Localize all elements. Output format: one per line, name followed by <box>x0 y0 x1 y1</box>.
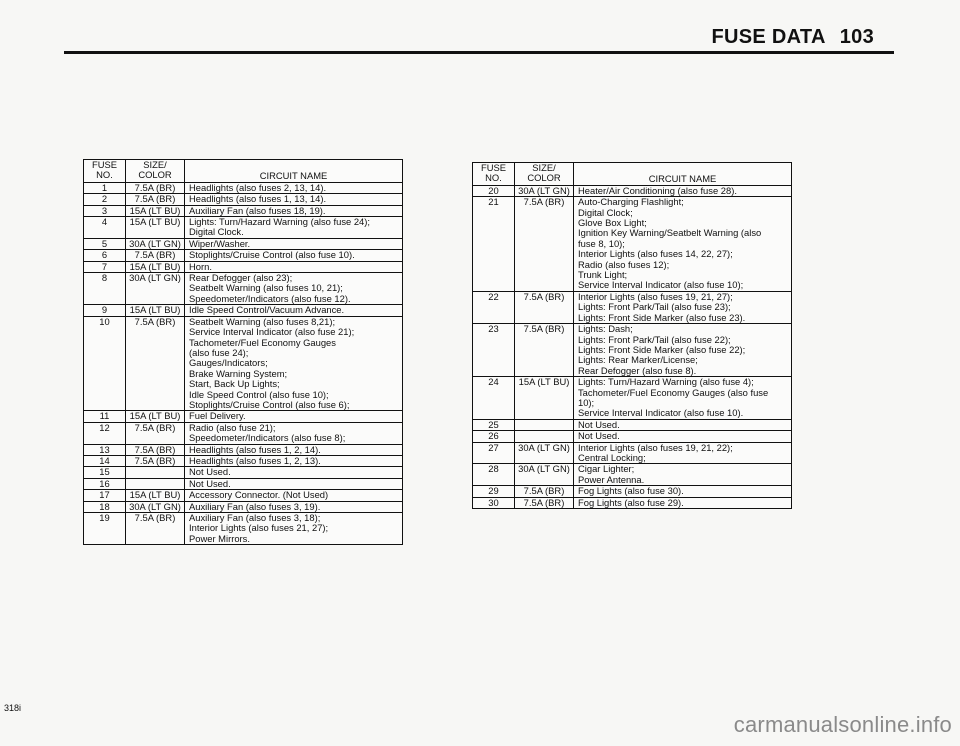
circuit-name: Not Used. <box>574 431 792 442</box>
fuse-row <box>473 419 792 430</box>
circuit-name: Auxiliary Fan (also fuses 3, 18); Interior Lights (also fuses 21, 27); Power Mirrors. <box>185 513 403 545</box>
fuse-row <box>84 478 403 489</box>
fuse-size-color: 30A (LT GN) <box>515 185 574 196</box>
col-header-fuse-no: FUSE NO. <box>84 160 126 183</box>
fuse-size-color: 15A (LT BU) <box>126 205 185 216</box>
col-header-size-color: SIZE/ COLOR <box>126 160 185 183</box>
fuse-row <box>473 185 792 196</box>
fuse-table-left-body <box>84 182 403 544</box>
fuse-size-color: 7.5A (BR) <box>126 316 185 411</box>
fuse-row <box>84 182 403 193</box>
fuse-row <box>473 291 792 323</box>
fuse-size-color: 7.5A (BR) <box>126 194 185 205</box>
fuse-number: 30 <box>473 497 515 508</box>
circuit-name: Seatbelt Warning (also fuses 8,21); Service Interval Indicator (also fuse 21); Tachometer/Fuel Economy Gauges (also fuse 24); Gauges/Indicators; Brake Warning System; Start, Back Up Lights; Idle Speed Control (also fuse 10); Stoplights/Cruise Control (also fuse 6); <box>185 316 403 411</box>
fuse-row <box>84 305 403 316</box>
fuse-row <box>84 411 403 422</box>
circuit-name: Heater/Air Conditioning (also fuse 28). <box>574 185 792 196</box>
fuse-number: 19 <box>84 513 126 545</box>
fuse-row <box>473 197 792 292</box>
fuse-number: 21 <box>473 197 515 292</box>
fuse-row <box>473 431 792 442</box>
fuse-row <box>473 464 792 486</box>
fuse-number: 20 <box>473 185 515 196</box>
table-header-row <box>473 163 792 186</box>
fuse-size-color: 30A (LT GN) <box>126 501 185 512</box>
circuit-name: Auxiliary Fan (also fuses 18, 19). <box>185 205 403 216</box>
circuit-name: Rear Defogger (also 23); Seatbelt Warning (also fuses 10, 21); Speedometer/Indicators (also fuse 12). <box>185 273 403 305</box>
header-rule <box>64 51 894 54</box>
fuse-row <box>84 250 403 261</box>
fuse-row <box>84 261 403 272</box>
circuit-name: Auto-Charging Flashlight; Digital Clock; Glove Box Light; Ignition Key Warning/Seatbelt Warning (also fuse 8, 10); Interior Lights (also fuses 14, 22, 27); Radio (also fuses 12); Trunk Light; Service Interval Indicator (also fuse 10); <box>574 197 792 292</box>
fuse-size-color: 30A (LT GN) <box>126 273 185 305</box>
fuse-number: 4 <box>84 217 126 239</box>
fuse-table-left <box>83 159 403 545</box>
circuit-name: Lights: Dash; Lights: Front Park/Tail (also fuse 22); Lights: Front Side Marker (also fuse 22); Lights: Rear Marker/License; Rear Defogger (also fuse 8). <box>574 324 792 377</box>
fuse-size-color: 7.5A (BR) <box>515 324 574 377</box>
fuse-row <box>84 238 403 249</box>
circuit-name: Horn. <box>185 261 403 272</box>
fuse-number: 8 <box>84 273 126 305</box>
fuse-size-color: 7.5A (BR) <box>126 182 185 193</box>
fuse-size-color: 7.5A (BR) <box>126 455 185 466</box>
circuit-name: Headlights (also fuses 1, 13, 14). <box>185 194 403 205</box>
fuse-size-color: 7.5A (BR) <box>126 422 185 444</box>
fuse-row <box>84 316 403 411</box>
fuse-number: 13 <box>84 444 126 455</box>
page-header <box>712 26 874 49</box>
fuse-row <box>84 444 403 455</box>
fuse-number: 26 <box>473 431 515 442</box>
fuse-size-color <box>515 419 574 430</box>
fuse-size-color: 15A (LT BU) <box>126 217 185 239</box>
circuit-name: Lights: Turn/Hazard Warning (also fuse 24); Digital Clock. <box>185 217 403 239</box>
circuit-name: Headlights (also fuses 1, 2, 13). <box>185 455 403 466</box>
fuse-row <box>84 422 403 444</box>
circuit-name: Fog Lights (also fuse 29). <box>574 497 792 508</box>
circuit-name: Fuel Delivery. <box>185 411 403 422</box>
page-number: 103 <box>839 26 874 48</box>
fuse-number: 17 <box>84 490 126 501</box>
circuit-name: Auxiliary Fan (also fuses 3, 19). <box>185 501 403 512</box>
fuse-size-color: 7.5A (BR) <box>126 250 185 261</box>
circuit-name: Stoplights/Cruise Control (also fuse 10). <box>185 250 403 261</box>
fuse-number: 29 <box>473 486 515 497</box>
fuse-size-color: 15A (LT BU) <box>126 305 185 316</box>
fuse-number: 5 <box>84 238 126 249</box>
fuse-number: 2 <box>84 194 126 205</box>
page-title: FUSE DATA <box>711 26 826 48</box>
circuit-name: Interior Lights (also fuses 19, 21, 22); Central Locking; <box>574 442 792 464</box>
fuse-number: 15 <box>84 467 126 478</box>
fuse-number: 10 <box>84 316 126 411</box>
fuse-size-color: 15A (LT BU) <box>126 411 185 422</box>
fuse-row <box>84 273 403 305</box>
watermark-text: carmanualsonline.info <box>733 712 952 737</box>
circuit-name: Lights: Turn/Hazard Warning (also fuse 4); Tachometer/Fuel Economy Gauges (also fuse 10); Service Interval Indicator (also fuse 10). <box>574 377 792 420</box>
fuse-number: 18 <box>84 501 126 512</box>
fuse-table-right-body <box>473 185 792 508</box>
fuse-size-color <box>515 431 574 442</box>
fuse-size-color: 15A (LT BU) <box>126 261 185 272</box>
fuse-size-color: 15A (LT BU) <box>126 490 185 501</box>
fuse-size-color: 7.5A (BR) <box>515 197 574 292</box>
fuse-row <box>84 501 403 512</box>
fuse-row <box>84 455 403 466</box>
col-header-size-color: SIZE/ COLOR <box>515 163 574 186</box>
fuse-size-color <box>126 478 185 489</box>
fuse-number: 14 <box>84 455 126 466</box>
fuse-row <box>473 324 792 377</box>
fuse-number: 24 <box>473 377 515 420</box>
fuse-number: 11 <box>84 411 126 422</box>
circuit-name: Idle Speed Control/Vacuum Advance. <box>185 305 403 316</box>
table-header-row <box>84 160 403 183</box>
fuse-size-color: 15A (LT BU) <box>515 377 574 420</box>
fuse-row <box>473 497 792 508</box>
fuse-number: 16 <box>84 478 126 489</box>
col-header-circuit-name: CIRCUIT NAME <box>185 160 403 183</box>
fuse-row <box>84 217 403 239</box>
fuse-number: 3 <box>84 205 126 216</box>
fuse-size-color: 7.5A (BR) <box>515 486 574 497</box>
fuse-number: 12 <box>84 422 126 444</box>
circuit-name: Cigar Lighter; Power Antenna. <box>574 464 792 486</box>
fuse-size-color: 7.5A (BR) <box>515 291 574 323</box>
circuit-name: Not Used. <box>574 419 792 430</box>
fuse-size-color: 30A (LT GN) <box>126 238 185 249</box>
fuse-row <box>473 377 792 420</box>
model-code: 318i <box>4 703 22 713</box>
col-header-fuse-no: FUSE NO. <box>473 163 515 186</box>
fuse-number: 27 <box>473 442 515 464</box>
fuse-number: 7 <box>84 261 126 272</box>
fuse-number: 6 <box>84 250 126 261</box>
fuse-size-color <box>126 467 185 478</box>
fuse-row <box>84 205 403 216</box>
circuit-name: Not Used. <box>185 478 403 489</box>
fuse-number: 28 <box>473 464 515 486</box>
fuse-row <box>84 194 403 205</box>
fuse-row <box>84 467 403 478</box>
circuit-name: Wiper/Washer. <box>185 238 403 249</box>
fuse-size-color: 7.5A (BR) <box>515 497 574 508</box>
fuse-size-color: 7.5A (BR) <box>126 513 185 545</box>
fuse-number: 23 <box>473 324 515 377</box>
circuit-name: Interior Lights (also fuses 19, 21, 27); Lights: Front Park/Tail (also fuse 23); Lights: Front Side Marker (also fuse 23). <box>574 291 792 323</box>
fuse-number: 1 <box>84 182 126 193</box>
fuse-size-color: 30A (LT GN) <box>515 442 574 464</box>
circuit-name: Radio (also fuse 21); Speedometer/Indicators (also fuse 8); <box>185 422 403 444</box>
fuse-number: 22 <box>473 291 515 323</box>
col-header-circuit-name: CIRCUIT NAME <box>574 163 792 186</box>
circuit-name: Headlights (also fuses 2, 13, 14). <box>185 182 403 193</box>
fuse-number: 9 <box>84 305 126 316</box>
fuse-size-color: 7.5A (BR) <box>126 444 185 455</box>
circuit-name: Accessory Connector. (Not Used) <box>185 490 403 501</box>
fuse-row <box>84 513 403 545</box>
fuse-row <box>473 486 792 497</box>
circuit-name: Fog Lights (also fuse 30). <box>574 486 792 497</box>
circuit-name: Headlights (also fuses 1, 2, 14). <box>185 444 403 455</box>
fuse-size-color: 30A (LT GN) <box>515 464 574 486</box>
fuse-row <box>84 490 403 501</box>
fuse-table-right <box>472 162 792 509</box>
fuse-row <box>473 442 792 464</box>
circuit-name: Not Used. <box>185 467 403 478</box>
fuse-number: 25 <box>473 419 515 430</box>
